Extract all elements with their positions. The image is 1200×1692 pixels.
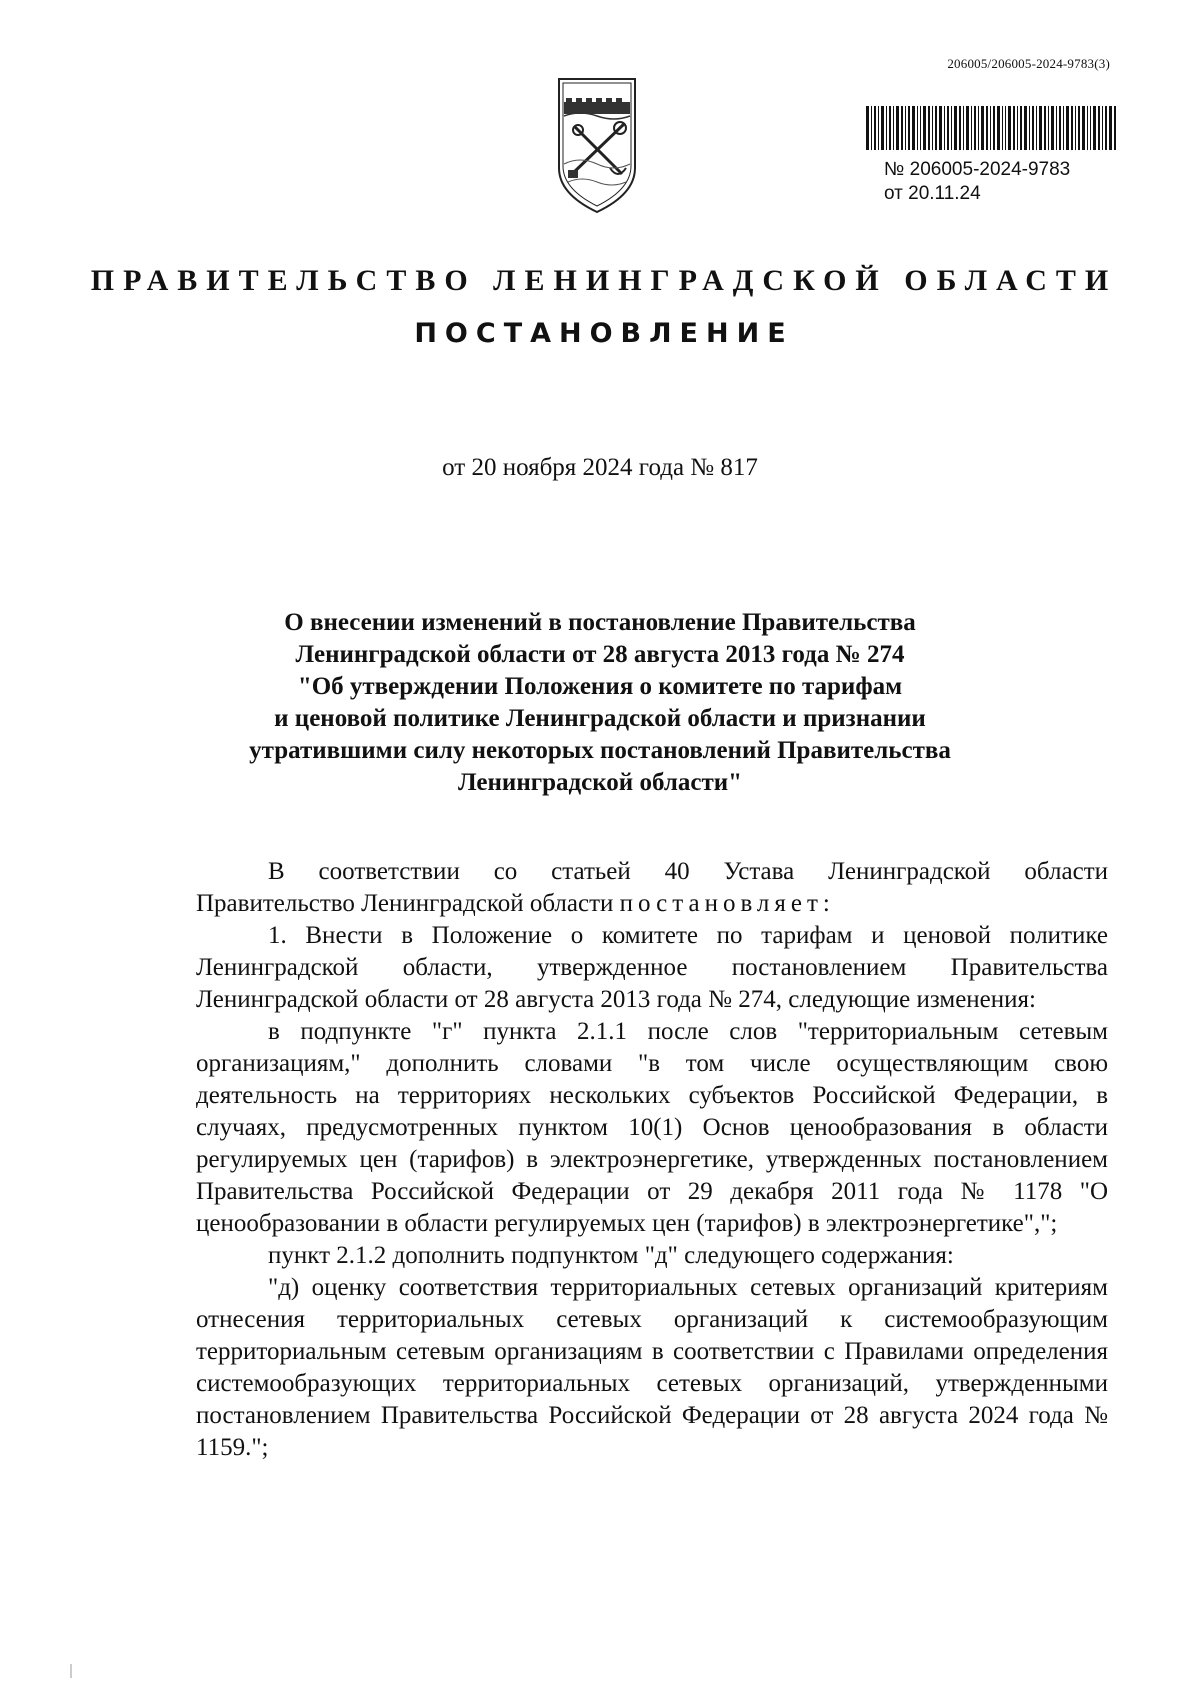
item-2-1-2-paragraph: пункт 2.1.2 дополнить подпунктом "д" следующего содержания: <box>268 1242 954 1269</box>
intro-paragraph <box>196 856 1108 920</box>
registration-number: № 206005-2024-9783 <box>884 159 1071 180</box>
subject-line: и ценовой политике Ленинградской области и признании <box>274 705 926 732</box>
registration-block <box>884 158 1070 206</box>
subject-line: Ленинградской области" <box>457 769 743 796</box>
leningrad-region-coat-of-arms-icon <box>556 76 638 214</box>
intro-resolves: постановляет: <box>619 890 835 917</box>
scan-artifact <box>70 1664 72 1678</box>
document-date-number: от 20 ноября 2024 года № 817 <box>442 454 758 481</box>
subject-line: утратившими силу некоторых постановлений Правительства <box>249 737 951 764</box>
item-g-paragraph: в подпункте "г" пункта 2.1.1 после слов "территориальным сетевым организациям," дополнить словами "в том числе осуществляющим свою деятельность на территориях нескольких субъектов Российской Федерации, в случаях, предусмотренных пунктом 10(1) Основ ценообразования в области регулируемых цен (тарифов) в электроэнергетике, утвержденных постановлением Правительства Российской Федерации от 29 декабря 2011 года № 1178 "О ценообразовании в области регулируемых цен (тарифов) в электроэнергетике","; <box>196 1018 1108 1237</box>
subject-line: О внесении изменений в постановление Правительства <box>284 609 916 636</box>
document-type-title: ПОСТАНОВЛЕНИЕ <box>414 318 794 349</box>
barcode-icon <box>866 106 1116 150</box>
subject-line: Ленинградской области от 28 августа 2013 года № 274 <box>295 641 905 668</box>
intro-rest: Правительство Ленинградской области <box>196 890 614 917</box>
item-d-paragraph: "д) оценку соответствия территориальных сетевых организаций критериям отнесения территориальных сетевых организаций к системообразующим территориальным сетевым организациям в соответствии с Правилами определения системообразующих территориальных сетевых организаций, утвержденными постановлением Правительства Российской Федерации от 28 августа 2024 года № 1159."; <box>196 1274 1108 1461</box>
government-title: ПРАВИТЕЛЬСТВО ЛЕНИНГРАДСКОЙ ОБЛАСТИ <box>90 264 1118 297</box>
item-1-paragraph: 1. Внести в Положение о комитете по тарифам и ценовой политике Ленинградской области, утвержденное постановлением Правительства Ленинградской области от 28 августа 2013 года № 274, следующие изменения: <box>196 922 1108 1013</box>
intro-first-line: В соответствии со статьей 40 Устава Ленинградской области <box>268 858 1108 885</box>
registration-date: от 20.11.24 <box>884 183 981 204</box>
subject-line: "Об утверждении Положения о комитете по тарифам <box>297 673 903 700</box>
document-body <box>196 856 1108 1464</box>
document-reference-number: 206005/206005-2024-9783(3) <box>947 56 1110 71</box>
document-subject <box>0 607 1200 799</box>
